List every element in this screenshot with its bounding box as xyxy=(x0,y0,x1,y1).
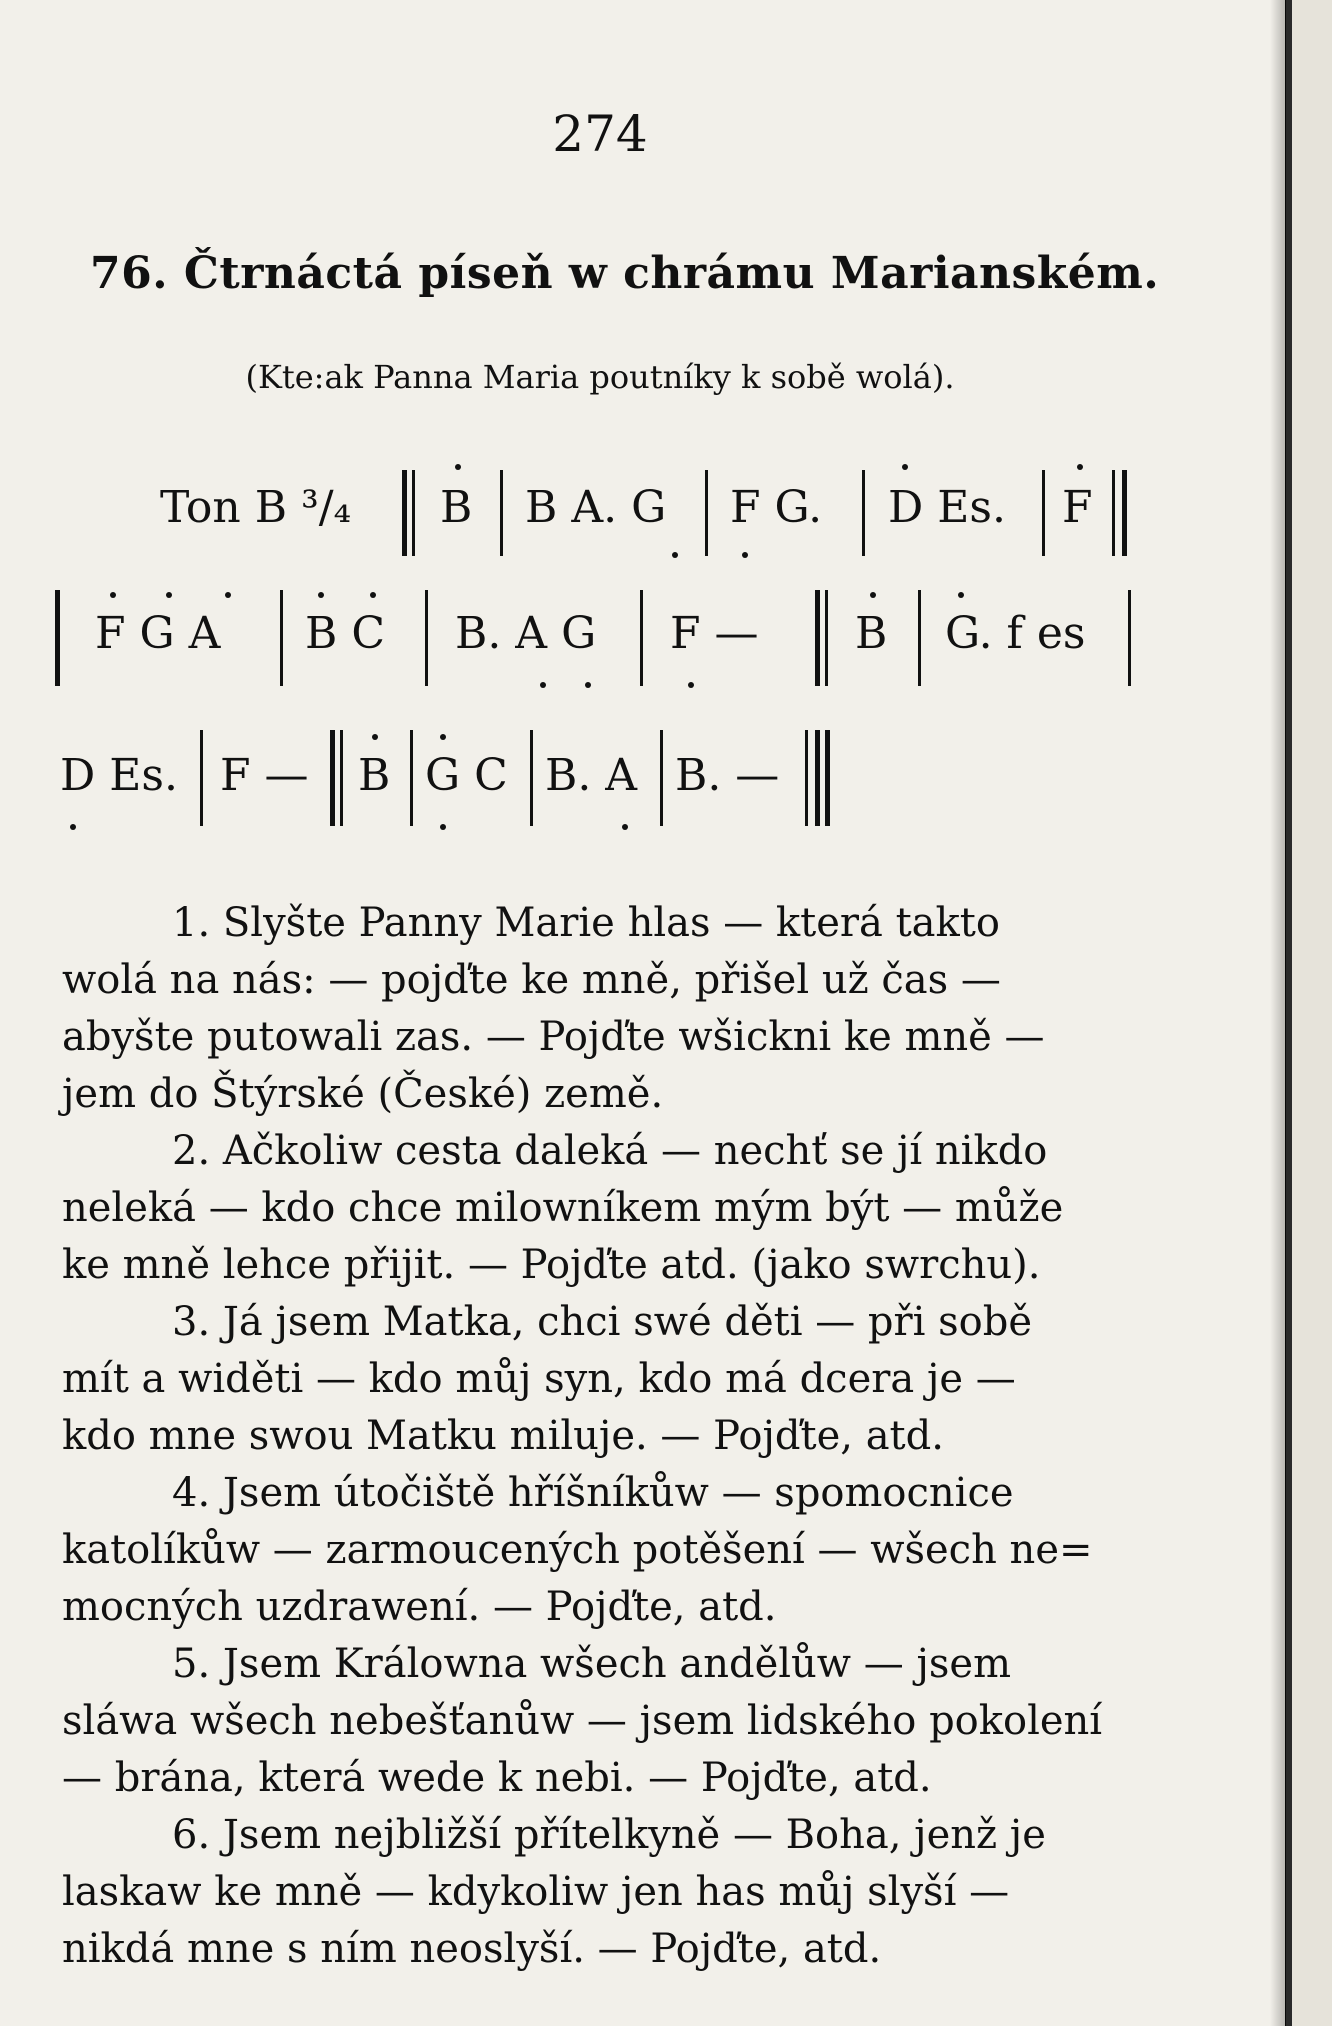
double-barline xyxy=(825,730,830,826)
double-barline xyxy=(815,590,820,686)
barline xyxy=(410,730,413,826)
music-note: F xyxy=(1062,482,1093,533)
music-note: D Es. xyxy=(60,750,178,801)
barline xyxy=(862,470,865,556)
note-dot xyxy=(870,592,876,598)
next-page-edge xyxy=(1286,0,1332,2026)
verse-line: jem do Štýrské (České) země. xyxy=(62,1071,664,1117)
song-subtitle: (Kte:ak Panna Maria poutníky k sobě wolá). xyxy=(245,358,955,396)
barline xyxy=(1128,590,1131,686)
verse-line: mocných uzdrawení. — Pojďte, atd. xyxy=(62,1584,777,1630)
note-dot xyxy=(225,592,231,598)
note-dot xyxy=(166,592,172,598)
verse-line: laskaw ke mně — kdykoliw jen has můj slyší — xyxy=(62,1869,1010,1915)
note-dot xyxy=(688,682,694,688)
double-barline xyxy=(815,730,820,826)
music-note: G C xyxy=(425,750,508,801)
barline xyxy=(500,470,503,556)
music-note: B. A G xyxy=(455,608,597,659)
music-note: F G. xyxy=(730,482,823,533)
double-barline xyxy=(55,590,60,686)
double-barline xyxy=(330,730,335,826)
page-number: 274 xyxy=(552,105,648,163)
verse-line: — brána, která wede k nebi. — Pojďte, atd. xyxy=(62,1755,932,1801)
barline xyxy=(412,470,415,556)
double-barline xyxy=(402,470,407,556)
note-dot xyxy=(440,734,446,740)
note-dot xyxy=(440,824,446,830)
note-dot xyxy=(622,824,628,830)
barline xyxy=(200,730,203,826)
music-note: Ton B ³/₄ xyxy=(160,482,352,533)
music-note: G. f es xyxy=(945,608,1086,659)
book-binding-edge xyxy=(1286,0,1292,2026)
music-note: F — xyxy=(670,608,759,659)
music-row-3 xyxy=(0,730,1200,830)
note-dot xyxy=(958,592,964,598)
note-dot xyxy=(70,824,76,830)
barline xyxy=(660,730,663,826)
verse-line: katolíkůw — zarmoucených potěšení — wšech ne= xyxy=(62,1527,1093,1573)
song-title: 76. Čtrnáctá píseň w chrámu Marianském. xyxy=(90,248,1160,299)
verse-line: abyšte putowali zas. — Pojďte wšickni ke mně — xyxy=(62,1014,1045,1060)
verse-line: wolá na nás: — pojďte ke mně, přišel už čas — xyxy=(62,957,1001,1003)
verse-line: 6. Jsem nejbližší přítelkyně — Boha, jenž je xyxy=(172,1812,1046,1858)
note-dot xyxy=(1077,464,1083,470)
barline xyxy=(340,730,343,826)
music-note: B. A xyxy=(545,750,638,801)
note-dot xyxy=(540,682,546,688)
note-dot xyxy=(672,552,678,558)
verse-line: kdo mne swou Matku miluje. — Pojďte, atd. xyxy=(62,1413,944,1459)
verse-line: ke mně lehce přijit. — Pojďte atd. (jako swrchu). xyxy=(62,1242,1041,1288)
barline xyxy=(825,590,828,686)
barline xyxy=(705,470,708,556)
note-dot xyxy=(370,592,376,598)
double-barline xyxy=(1122,470,1127,556)
note-dot xyxy=(742,552,748,558)
verse-line: mít a widěti — kdo můj syn, kdo má dcera je — xyxy=(62,1356,1016,1402)
barline xyxy=(1042,470,1045,556)
barline xyxy=(918,590,921,686)
note-dot xyxy=(455,464,461,470)
verse-line: 3. Já jsem Matka, chci swé děti — při sobě xyxy=(172,1299,1033,1345)
note-dot xyxy=(585,682,591,688)
music-note: F — xyxy=(220,750,309,801)
music-note: F G A xyxy=(95,608,221,659)
verse-line: 1. Slyšte Panny Marie hlas — která takto xyxy=(172,900,1000,946)
music-note: B xyxy=(440,482,473,533)
song-verses xyxy=(62,895,1142,1978)
music-note: B A. G xyxy=(525,482,667,533)
barline xyxy=(425,590,428,686)
verse-line: 5. Jsem Králowna wšech andělůw — jsem xyxy=(172,1641,1012,1687)
music-note: B xyxy=(358,750,391,801)
music-note: B C xyxy=(305,608,385,659)
note-dot xyxy=(318,592,324,598)
verse-line: 4. Jsem útočiště hříšníkůw — spomocnice xyxy=(172,1470,1014,1516)
barline xyxy=(530,730,533,826)
barline xyxy=(1112,470,1115,556)
note-dot xyxy=(372,734,378,740)
verse-line: 2. Ačkoliw cesta daleká — nechť se jí nikdo xyxy=(172,1128,1048,1174)
verse-line: neleká — kdo chce milowníkem mým být — může xyxy=(62,1185,1064,1231)
music-row-1 xyxy=(0,470,1200,560)
barline xyxy=(805,730,808,826)
barline xyxy=(640,590,643,686)
verse-line: sláwa wšech nebešťanůw — jsem lidského pokolení xyxy=(62,1698,1103,1744)
note-dot xyxy=(110,592,116,598)
music-note: D Es. xyxy=(888,482,1006,533)
note-dot xyxy=(902,464,908,470)
barline xyxy=(280,590,283,686)
music-note: B xyxy=(855,608,888,659)
music-note: B. — xyxy=(675,750,780,801)
music-row-2 xyxy=(0,590,1200,690)
verse-line: nikdá mne s ním neoslyší. — Pojďte, atd. xyxy=(62,1926,882,1972)
